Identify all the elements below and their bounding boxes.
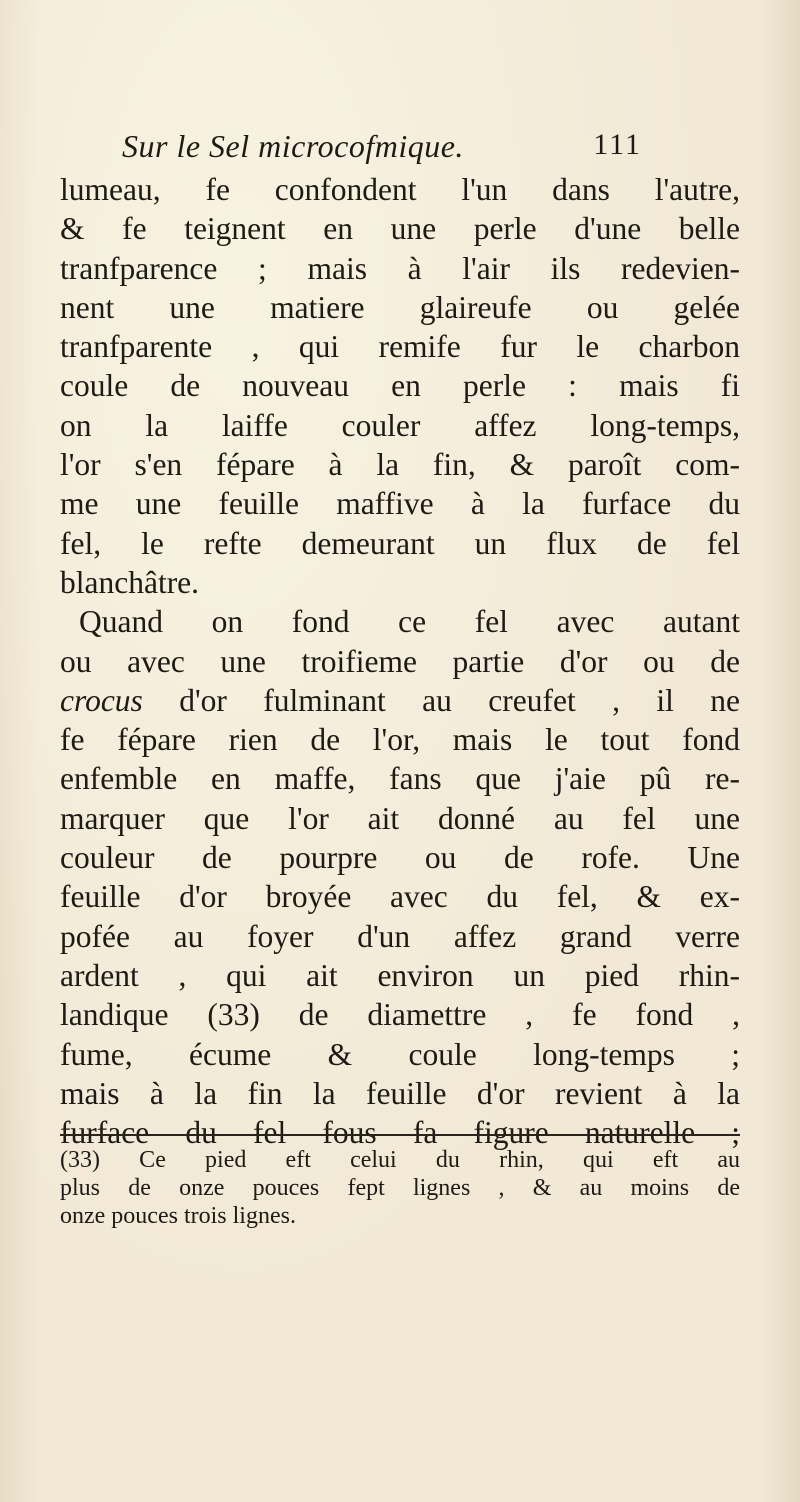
page-number: 111 [593, 128, 642, 161]
footnote-line: plus de onze pouces fept lignes , & au moins de [60, 1175, 740, 1201]
text-line: fume, écume & coule long-temps ; [60, 1036, 740, 1072]
text-line: tranfparente , qui remife fur le charbon [60, 329, 740, 365]
footnote-rule [60, 1134, 740, 1136]
text-line: feuille d'or broyée avec du fel, & ex- [60, 879, 740, 915]
paragraph-start-line: Quand on fond ce fel avec autant [79, 604, 740, 640]
text-line: couleur de pourpre ou de rofe. Une [60, 840, 740, 876]
text-line: me une feuille maffive à la furface du [60, 486, 740, 522]
text-line-rest: d'or fulminant au creufet , il ne [179, 682, 740, 718]
text-line: nent une matiere glaireufe ou gelée [60, 289, 740, 325]
text-line: fe fépare rien de l'or, mais le tout fond [60, 722, 740, 758]
italic-word: crocus [60, 682, 143, 718]
text-line: & fe teignent en une perle d'une belle [60, 211, 740, 247]
footnote [60, 1146, 740, 1230]
text-line-with-italic [60, 681, 740, 720]
footnote-line: onze pouces trois lignes. [60, 1203, 296, 1229]
footnote-line: (33) Ce pied eft celui du rhin, qui eft au [60, 1147, 740, 1173]
text-line: marquer que l'or ait donné au fel une [60, 800, 740, 836]
text-line: l'or s'en fépare à la fin, & paroît com- [60, 447, 740, 483]
text-line: mais à la fin la feuille d'or revient à la [60, 1075, 740, 1111]
text-line: blanchâtre. [60, 564, 200, 600]
text-line: tranfparence ; mais à l'air ils redevien- [60, 250, 740, 286]
text-line: coule de nouveau en perle : mais fi [60, 368, 740, 404]
text-line: landique (33) de diamettre , fe fond , [60, 997, 740, 1033]
text-line: pofée au foyer d'un affez grand verre [60, 918, 740, 954]
text-line: ou avec une troifieme partie d'or ou de [60, 643, 740, 679]
text-line: on la laiffe couler affez long-temps, [60, 407, 740, 443]
text-line: enfemble en maffe, fans que j'aie pû re- [60, 761, 740, 797]
text-line: fel, le refte demeurant un flux de fel [60, 525, 740, 561]
text-line: lumeau, fe confondent l'un dans l'autre, [60, 172, 740, 207]
text-line: ardent , qui ait environ un pied rhin- [60, 957, 740, 993]
running-head [122, 128, 642, 168]
body-text [60, 170, 740, 1152]
running-title: Sur le Sel microcofmique. [122, 128, 464, 164]
text-line: furface du fel fous fa figure naturelle ; [60, 1115, 740, 1151]
